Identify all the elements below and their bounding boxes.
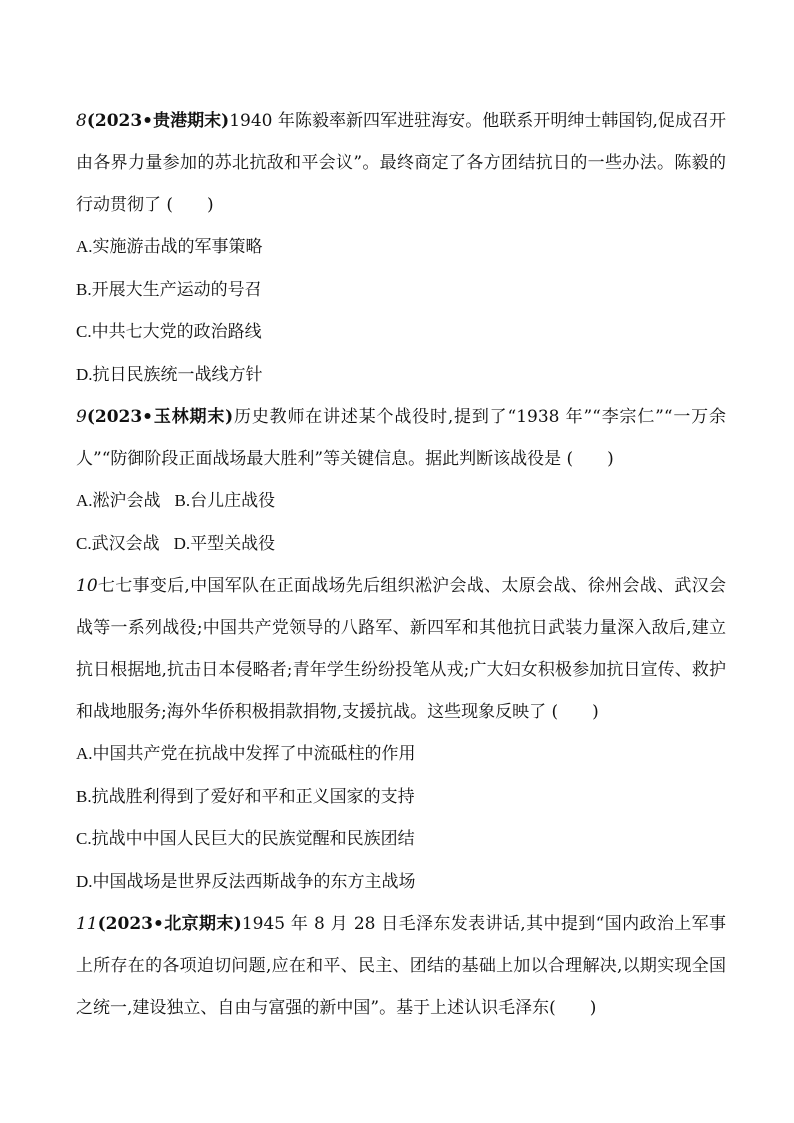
question-source: (2023•玉林期末) <box>86 407 234 427</box>
question-number: 8 <box>76 111 87 131</box>
question-text: 1945 年 8 月 28 日毛泽东发表讲话,其中提到“国内政治上军事上所存在的各项迫切问题,应在和平、民主、团结的基础上加以合理解决,以期实现全国之统一,建设独立、自由与富强的新中国”。基于上述认识毛泽东 <box>76 914 726 1018</box>
option-d: D.抗日民族统一战线方针 <box>76 364 263 385</box>
question-text: 七七事变后,中国军队在正面战场先后组织淞沪会战、太原会战、徐州会战、武汉会战等一系列战役;中国共产党领导的八路军、新四军和其他抗日武装力量深入敌后,建立抗日根据地,抗击日本侵略者;青年学生纷纷投笔从戎;广大妇女积极参加抗日宣传、救护和战地服务;海外华侨积极捐款捐物,支援抗战。这些现象反映了 <box>76 576 726 722</box>
option-row-ab <box>76 480 726 523</box>
option-b: B.抗战胜利得到了爱好和平和正义国家的支持 <box>76 786 415 807</box>
option-a: A.中国共产党在抗战中发挥了中流砥柱的作用 <box>76 744 416 764</box>
option-d: D.平型关战役 <box>173 533 276 554</box>
option-c: C.武汉会战 <box>76 533 160 554</box>
option-c: C.抗战中中国人民巨大的民族觉醒和民族团结 <box>76 829 415 849</box>
option-row-cd <box>76 523 726 566</box>
question-stem <box>76 396 726 480</box>
question-stem <box>76 565 726 733</box>
question-8 <box>76 100 726 396</box>
answer-blank: ( ) <box>549 998 597 1018</box>
option-a: A.实施游击战的军事策略 <box>76 237 263 257</box>
question-stem <box>76 100 726 226</box>
question-source: (2023•贵港期末) <box>86 111 230 131</box>
option-d: D.中国战场是世界反法西斯战争的东方主战场 <box>76 871 416 892</box>
question-number: 10 <box>76 576 98 596</box>
question-text: 1940 年陈毅率新四军进驻海安。他联系开明绅士韩国钧,促成召开由各界力量参加的苏北抗敌和平会议”。最终商定了各方团结抗日的一些办法。陈毅的行动贯彻了 <box>76 111 726 215</box>
answer-blank: ( ) <box>566 449 614 469</box>
exam-page <box>76 100 726 1029</box>
question-11 <box>76 903 726 1029</box>
option-c: C.中共七大党的政治路线 <box>76 322 262 342</box>
question-text: 历史教师在讲述某个战役时,提到了“1938 年”“李宗仁”“一万余人”“防御阶段正面战场最大胜利”等关键信息。据此判断该战役是 <box>76 407 726 469</box>
question-number: 9 <box>76 407 87 427</box>
option-a: A.淞沪会战 <box>76 491 161 511</box>
answer-blank: ( ) <box>166 195 214 215</box>
question-source: (2023•北京期末) <box>97 914 242 934</box>
answer-blank: ( ) <box>551 702 599 722</box>
option-b: B.台儿庄战役 <box>174 491 276 511</box>
question-10 <box>76 565 726 903</box>
option-b: B.开展大生产运动的号召 <box>76 279 262 300</box>
question-stem <box>76 903 726 1029</box>
question-9 <box>76 396 726 565</box>
question-number: 11 <box>76 914 98 934</box>
